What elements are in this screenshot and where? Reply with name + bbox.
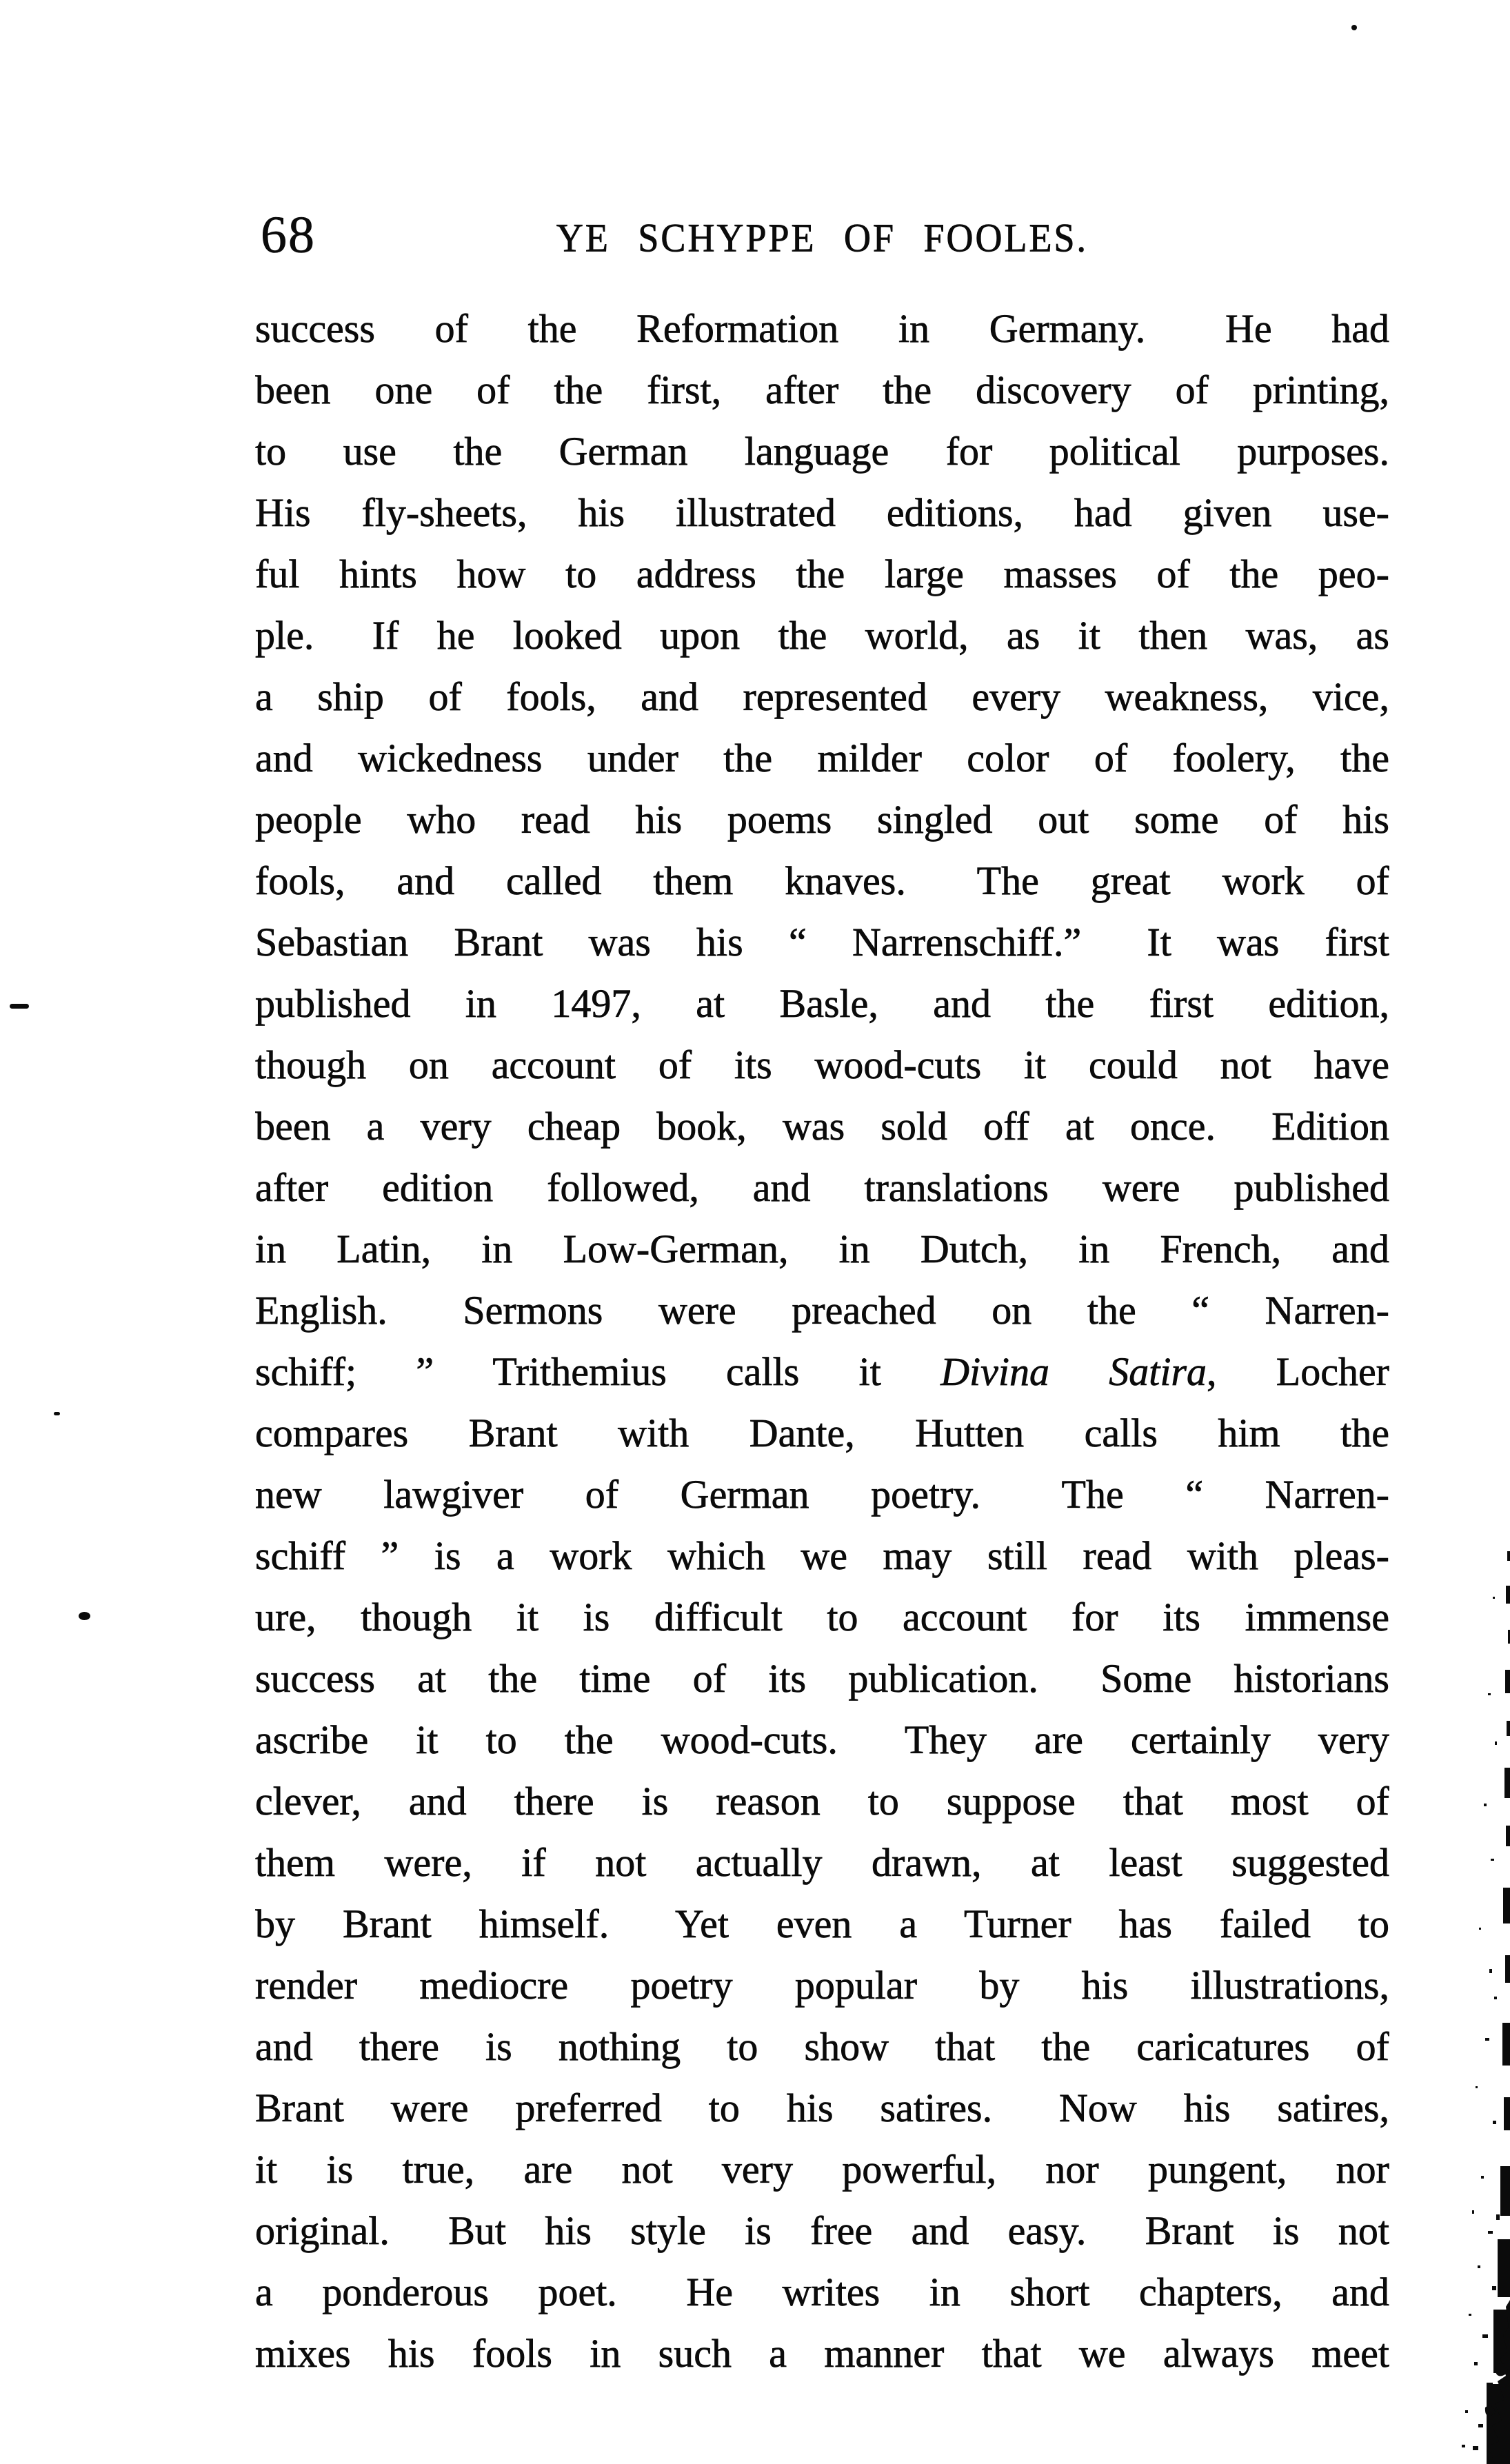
text-line: by Brant himself. Yet even a Turner has failed to — [255, 1901, 1389, 1946]
text-line: Sebastian Brant was his “ Narrenschiff.” It was first — [255, 920, 1389, 965]
scan-speck — [10, 1004, 29, 1009]
running-title: YE SCHYPPE OF FOOLES. — [556, 215, 1089, 261]
text-line: ple. If he looked upon the world, as it then was, as — [255, 613, 1389, 658]
text-line: to use the German language for political purposes. — [255, 429, 1389, 474]
text-line: ful hints how to address the large masses of the peo- — [255, 552, 1389, 596]
text-line: English. Sermons were preached on the “ Narren- — [255, 1288, 1389, 1333]
text-line: been one of the first, after the discovery of printing, — [255, 367, 1389, 412]
page-header — [255, 206, 1389, 267]
text-line: His fly-sheets, his illustrated editions, had given use- — [255, 490, 1389, 535]
text-line: though on account of its wood-cuts it could not have — [255, 1042, 1389, 1087]
text-line: render mediocre poetry popular by his illustrations, — [255, 1963, 1389, 2008]
text-block — [255, 298, 1389, 2384]
text-line: original. But his style is free and easy. Brant is not — [255, 2208, 1389, 2253]
scan-speck — [54, 1412, 60, 1415]
text-line: after edition followed, and translations were published — [255, 1165, 1389, 1210]
text-line: success at the time of its publication. Some historians — [255, 1656, 1389, 1701]
text-line: fools, and called them knaves. The great work of — [255, 858, 1389, 903]
italic-phrase: Divina Satira — [940, 1349, 1207, 1394]
text-line: mixes his fools in such a manner that we always meet — [255, 2331, 1389, 2376]
scan-noise-right-edge — [1455, 1514, 1510, 2464]
text-line: people who read his poems singled out some of his — [255, 797, 1389, 842]
text-line: schiff ” is a work which we may still read with pleas- — [255, 1533, 1389, 1578]
text-line: a ship of fools, and represented every weakness, vice, — [255, 674, 1389, 719]
text-line: ascribe it to the wood-cuts. They are certainly very — [255, 1717, 1389, 1762]
text-line: and there is nothing to show that the caricatures of — [255, 2024, 1389, 2069]
text-line: published in 1497, at Basle, and the first edition, — [255, 981, 1389, 1026]
text-line: it is true, are not very powerful, nor pungent, nor — [255, 2147, 1389, 2192]
text-line: new lawgiver of German poetry. The “ Narren- — [255, 1472, 1389, 1517]
text-line: schiff; ” Trithemius calls it Divina Satira, Locher — [255, 1349, 1389, 1394]
page-number: 68 — [261, 206, 316, 264]
text-line: success of the Reformation in Germany. He had — [255, 306, 1389, 351]
text-line: Brant were preferred to his satires. Now his satires, — [255, 2086, 1389, 2130]
text-line: in Latin, in Low-German, in Dutch, in French, and — [255, 1226, 1389, 1271]
text-line: them were, if not actually drawn, at least suggested — [255, 1840, 1389, 1885]
text-line: clever, and there is reason to suppose that most of — [255, 1779, 1389, 1824]
text-line: been a very cheap book, was sold off at once. Edition — [255, 1104, 1389, 1149]
scan-speck — [79, 1612, 90, 1620]
text-line: and wickedness under the milder color of foolery, the — [255, 736, 1389, 780]
text-line: a ponderous poet. He writes in short chapters, and — [255, 2270, 1389, 2314]
text-line: compares Brant with Dante, Hutten calls him the — [255, 1411, 1389, 1455]
text-line: ure, though it is difficult to account for its immense — [255, 1595, 1389, 1639]
scan-speck — [1351, 25, 1357, 30]
